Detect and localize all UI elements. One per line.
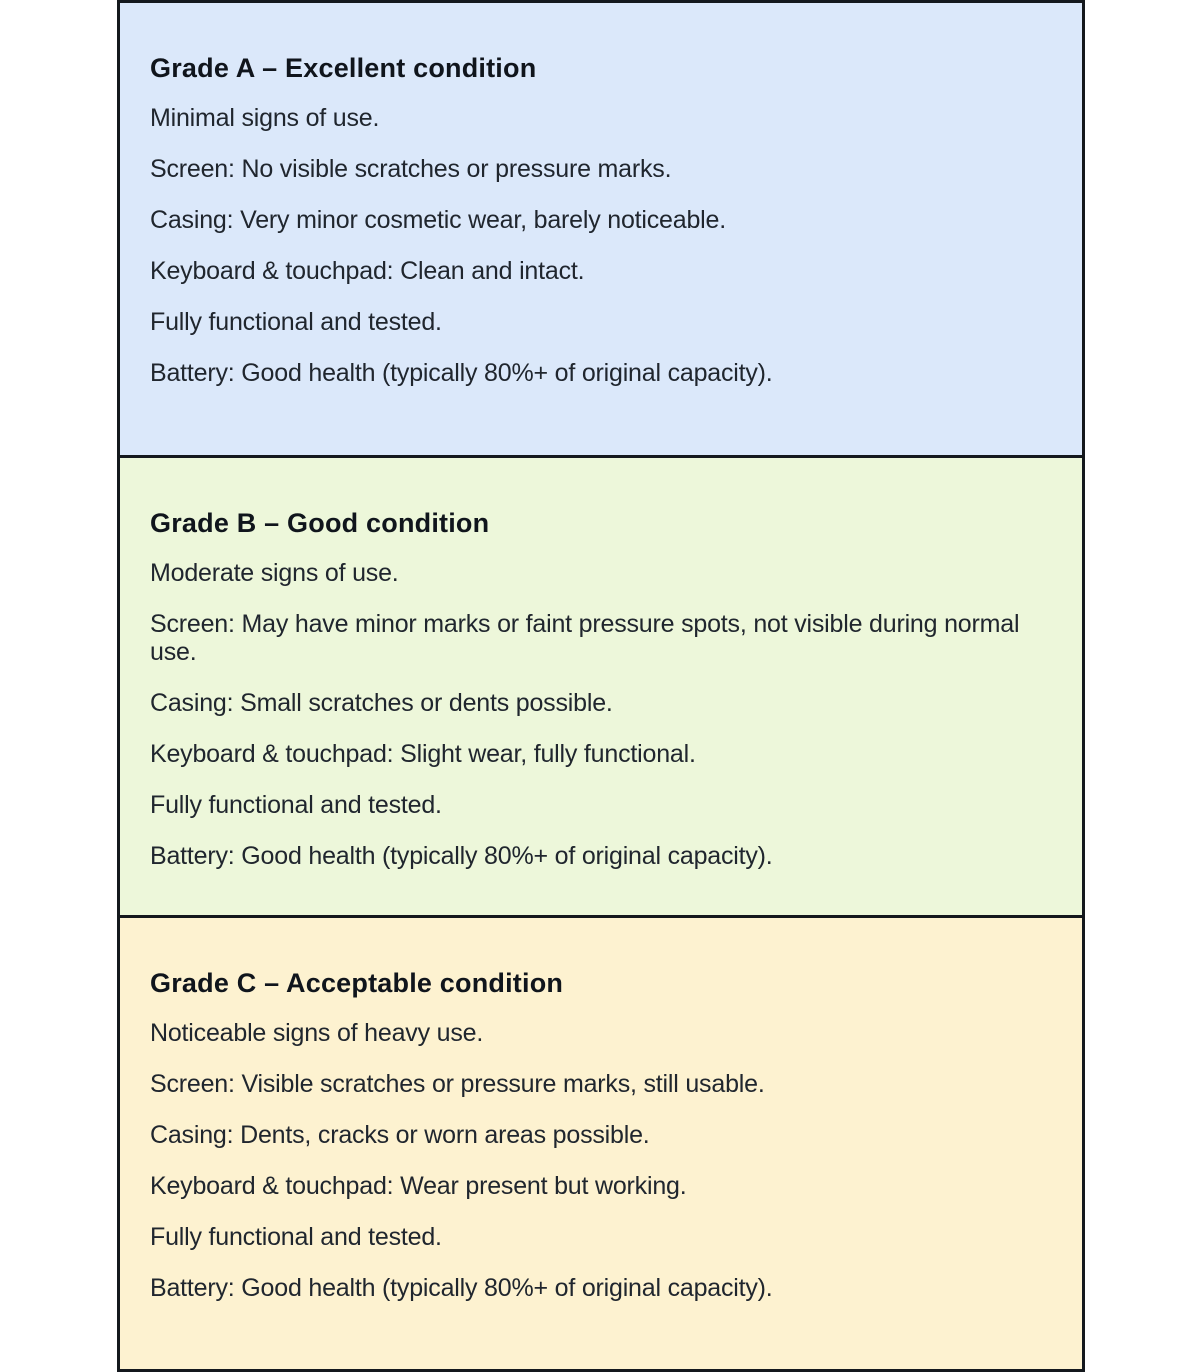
grade-b-condition-line: Fully functional and tested. — [150, 791, 442, 819]
grade-panels — [117, 0, 1085, 1372]
grade-section-grade-c — [117, 915, 1085, 1372]
grade-b-condition-line: Casing: Small scratches or dents possible. — [150, 689, 613, 717]
grade-c-condition-line: Noticeable signs of heavy use. — [150, 1019, 484, 1047]
grade-c-condition-line: Battery: Good health (typically 80%+ of original capacity). — [150, 1274, 773, 1302]
grade-c-condition-line: Screen: Visible scratches or pressure marks, still usable. — [150, 1070, 765, 1098]
grade-a-condition-line: Keyboard & touchpad: Clean and intact. — [150, 257, 585, 285]
grade-a-condition-line: Battery: Good health (typically 80%+ of original capacity). — [150, 359, 773, 387]
grade-a-condition-line: Fully functional and tested. — [150, 308, 442, 336]
grade-b-title: Grade B – Good condition — [150, 508, 490, 538]
grade-b-condition-line: Moderate signs of use. — [150, 559, 399, 587]
grade-c-title: Grade C – Acceptable condition — [150, 968, 564, 998]
grade-section-grade-a — [117, 0, 1085, 458]
grade-c-condition-line: Keyboard & touchpad: Wear present but working. — [150, 1172, 687, 1200]
grade-a-title: Grade A – Excellent condition — [150, 53, 537, 83]
grade-a-condition-line: Minimal signs of use. — [150, 104, 380, 132]
grade-b-condition-line: Keyboard & touchpad: Slight wear, fully functional. — [150, 740, 696, 768]
grade-a-condition-line: Casing: Very minor cosmetic wear, barely noticeable. — [150, 206, 726, 234]
grade-c-condition-line: Casing: Dents, cracks or worn areas possible. — [150, 1121, 650, 1149]
grade-a-condition-line: Screen: No visible scratches or pressure marks. — [150, 155, 672, 183]
grade-b-condition-line: Battery: Good health (typically 80%+ of original capacity). — [150, 842, 773, 870]
grade-b-condition-line: Screen: May have minor marks or faint pressure spots, not visible during normal use. — [150, 610, 1020, 666]
grade-c-condition-line: Fully functional and tested. — [150, 1223, 442, 1251]
grade-section-grade-b — [117, 455, 1085, 918]
